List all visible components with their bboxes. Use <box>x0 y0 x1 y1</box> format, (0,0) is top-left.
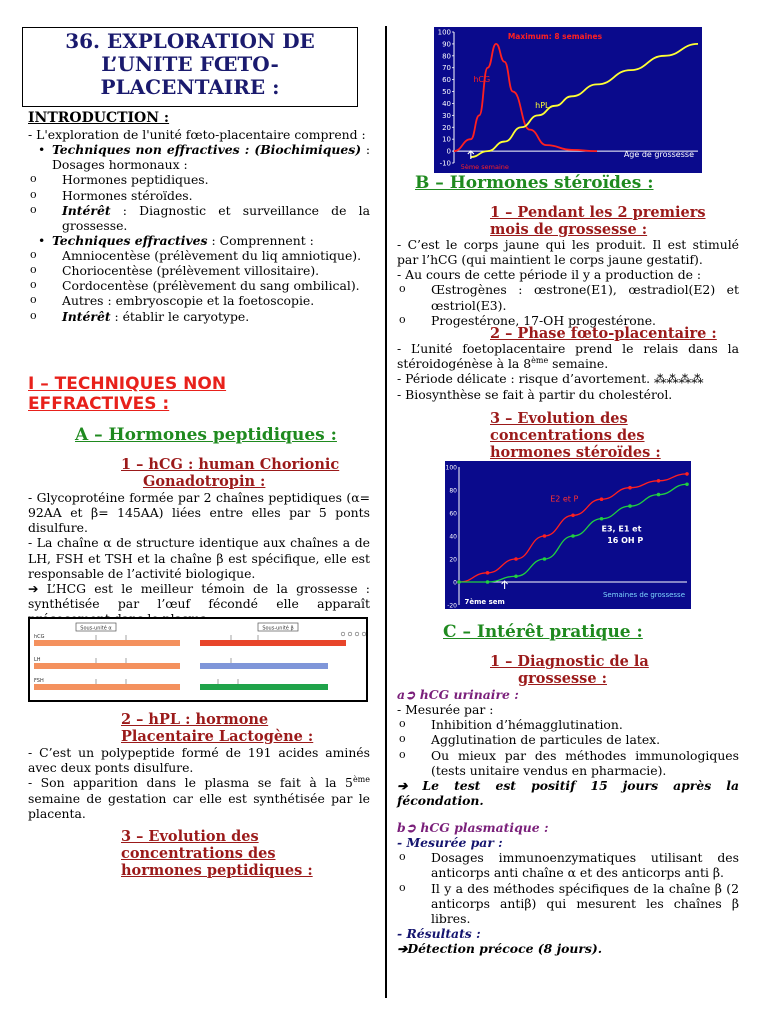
hcg-alpha-bar <box>34 640 180 646</box>
chart1-ytick: 40 <box>442 99 451 108</box>
ster1-body <box>397 237 739 328</box>
row-label-lh: LH <box>34 657 41 663</box>
ster2-p1a: - L’unité foetoplacentaire prend le relais dans la stéroidogénèse à la 8 <box>397 341 739 372</box>
sec1-line1: I – TECHNIQUES NON <box>28 374 227 394</box>
hpl-h2: Placentaire Lactogène : <box>121 728 314 745</box>
b1-item-1: o Hormones stéroïdes. <box>28 188 370 203</box>
section-b-heading: B – Hormones stéroïdes : <box>415 173 654 193</box>
chart2-legend-e3-line2: 16 OH P <box>607 535 644 545</box>
chart2-point <box>628 486 632 490</box>
chart2-legend-e2p: E2 et P <box>550 494 579 504</box>
ster1-item-1: o Progestérone, 17-OH progestérone. <box>397 313 739 328</box>
ster2-p1b: semaine. <box>548 356 609 372</box>
chart2-point <box>543 557 547 561</box>
ster2-p1 <box>397 341 739 371</box>
beta-label: Sous-unité β <box>262 625 294 632</box>
chart2-xlabel: Semaines de grossesse <box>602 591 685 599</box>
hpl-p2 <box>28 775 370 821</box>
evol-ster-l1: 3 – Evolution des <box>490 410 628 427</box>
a-item-2: o Ou mieux par des méthodes immunologiques (tests unitaire vendus en pharmacie). <box>397 748 739 778</box>
hcg-p3: ➔ L’HCG est le meilleur témoin de la grossesse : synthétisée par l’œuf fécondé elle apparaît <box>28 580 370 611</box>
diag-h1: 1 – Diagnostic de la <box>490 653 649 670</box>
hpl-p2sup: ème <box>352 775 370 785</box>
sec1-line2: EFFRACTIVES : <box>28 394 170 414</box>
ster1-h2: mois de grossesse : <box>490 221 648 238</box>
steroid-hormone-chart <box>445 461 691 609</box>
a-item-1: o Agglutination de particules de latex. <box>397 732 739 747</box>
b2-item-0: o Amniocentèse (prélèvement du liq amniotique). <box>28 248 370 263</box>
fsh-beta-bar <box>200 684 328 690</box>
ster1-p2: - Au cours de cette période il y a production de : <box>397 267 702 283</box>
chart2-ytick: -20 <box>447 602 457 609</box>
evol-pep-heading <box>121 828 313 879</box>
b-mesuree: - Mesurée par : <box>397 835 503 851</box>
chart1-xlabel: Age de grossesse <box>623 150 694 159</box>
hpl-p1: - C’est un polypeptide formé de 191 acides aminés avec deux ponts disulfure. <box>28 745 370 776</box>
b1-interet <box>28 203 370 233</box>
alpha-label: Sous-unité α <box>80 625 112 632</box>
hpl-h1: 2 – hPL : hormone <box>121 711 269 728</box>
chart2-ytick: 20 <box>449 556 457 564</box>
evol-ster-heading <box>490 410 661 461</box>
hpl-body <box>28 745 370 821</box>
b1-item-0: o Hormones peptidiques. <box>28 172 370 187</box>
a-mesuree: - Mesurée par : <box>397 702 494 718</box>
chart2-point <box>600 517 604 521</box>
chart1-ytick: 50 <box>442 88 451 97</box>
chart1-ytick: 100 <box>437 28 451 37</box>
chart1-ytick: 80 <box>442 52 451 61</box>
row-label-fsh: FSH <box>34 678 44 684</box>
chart2-annotation: 7ème sem <box>464 598 505 606</box>
ster2-heading: 2 – Phase fœto-placentaire : <box>490 325 717 342</box>
chart1-ytick: 10 <box>442 135 451 144</box>
chart1-title: Maximum: 8 semaines <box>507 32 603 42</box>
chart2-point <box>514 557 518 561</box>
chart2-point <box>685 482 689 486</box>
ster2-p2: - Période délicate : risque d’avortement. ⁂⁂⁂⁂ <box>397 371 704 387</box>
b-item-0: o Dosages immunoenzymatiques utilisant des anticorps anti chaîne α et des anticorps anti β. <box>397 850 739 880</box>
column-divider <box>385 26 387 998</box>
evol-pep-l1: 3 – Evolution des <box>121 828 259 845</box>
hcg-p2: - La chaîne α de structure identique aux chaînes a de LH, FSH et TSH et la chaîne β est spécifique, elle est responsable de l’activité biologique. <box>28 535 370 581</box>
row-label-hcg: hCG <box>34 634 45 640</box>
chart2-ytick: 0 <box>453 579 457 587</box>
hcg-h2: Gonadotropin : <box>143 473 266 490</box>
section-c-heading: C – Intérêt pratique : <box>443 622 643 642</box>
evol-ster-l3: hormones stéroïdes : <box>490 444 661 461</box>
chart2-point <box>685 472 689 476</box>
evol-pep-l2: concentrations des <box>121 845 276 862</box>
b1-label: Techniques non effractives : (Biochimiques) <box>52 142 362 158</box>
b2-int-label: Intérêt <box>62 308 111 324</box>
section-a-heading: A – Hormones peptidiques : <box>75 425 337 445</box>
b2-label: Techniques effractives <box>52 232 208 248</box>
peptide-hormone-chart <box>434 27 702 173</box>
b1-int-text: : Diagnostic et surveillance de la grossesse. <box>62 202 370 233</box>
b2-rest: : Comprennent : <box>207 232 314 248</box>
a-item-0: o Inhibition d’hémagglutination. <box>397 717 739 732</box>
diag-h2: grossesse : <box>518 670 607 687</box>
chart2-point <box>600 497 604 501</box>
chart1-legend-hcg: hCG <box>473 75 491 85</box>
b-resultats-text: ➔Détection précoce (8 jours). <box>397 941 603 956</box>
title-line-2: L’UNITE FŒTO- <box>101 52 279 76</box>
chart2-background <box>445 461 691 609</box>
page-title <box>22 27 358 107</box>
chart2-point <box>571 514 575 518</box>
b2-int-text: : établir le caryotype. <box>110 308 250 324</box>
b2-item-2: o Cordocentèse (prélèvement du sang ombilical). <box>28 278 370 293</box>
chart2-point <box>657 493 661 497</box>
chart2-point <box>571 534 575 538</box>
evol-pep-l3: hormones peptidiques : <box>121 862 313 879</box>
lh-alpha-bar <box>34 663 180 669</box>
b1-rest: : Dosages hormonaux : <box>52 142 370 173</box>
chart2-ytick: 80 <box>449 487 457 495</box>
chart1-ytick: 0 <box>446 147 451 156</box>
hormone-structure-figure <box>28 617 368 702</box>
evol-ster-l2: concentrations des <box>490 427 645 444</box>
chart2-point <box>543 534 547 538</box>
ster1-item-0: o Œstrogènes : œstrone(E1), œstradiol(E2) et œstriol(E3). <box>397 282 739 312</box>
intro-heading: INTRODUCTION : <box>28 110 170 126</box>
hcg-body <box>28 490 370 626</box>
hcg-urinaire-label: a➲ hCG urinaire : <box>397 687 519 702</box>
hcg-h1: 1 – hCG : human Chorionic <box>121 456 340 473</box>
title-line-1: 36. EXPLORATION DE <box>65 29 315 53</box>
ster2-body <box>397 341 739 402</box>
chart1-ytick: 60 <box>442 76 451 85</box>
b2-item-3: o Autres : embryoscopie et la foetoscopie. <box>28 293 370 308</box>
chart2-point <box>486 580 490 584</box>
a-note: ➔ Le test est positif 15 jours après la fécondation. <box>397 777 739 808</box>
b2-interet <box>28 309 370 324</box>
section-1-heading <box>28 374 226 414</box>
ster1-heading <box>490 204 706 238</box>
chart2-legend-e3-line1: E3, E1 et <box>601 524 642 534</box>
fsh-alpha-bar <box>34 684 180 690</box>
b-resultats: - Résultats : <box>397 925 481 941</box>
b2-item-1: o Choriocentèse (prélèvement villositaire). <box>28 263 370 278</box>
chart2-ytick: 40 <box>449 533 457 541</box>
diag-body <box>397 687 739 956</box>
hpl-heading <box>121 711 313 745</box>
diag-heading <box>490 653 649 687</box>
hcg-plasmatique-label: b➲ hCG plasmatique : <box>397 820 549 835</box>
chart2-point <box>457 580 461 584</box>
chart1-annotation: 5ème semaine <box>460 163 509 171</box>
hcg-p1: - Glycoprotéine formée par 2 chaînes peptidiques (α= 92AA et β= 145AA) liées entre elles par 5 ponts disulfure. <box>28 490 370 536</box>
chart2-ytick: 100 <box>445 464 457 472</box>
chart1-ytick: 20 <box>442 123 451 132</box>
chart1-ytick: 90 <box>442 40 451 49</box>
chart2-point <box>657 479 661 483</box>
chart2-point <box>628 504 632 508</box>
title-line-3: PLACENTAIRE : <box>100 75 280 99</box>
hcg-beta-bar <box>200 640 346 646</box>
chart2-point <box>486 571 490 575</box>
b1-int-label: Intérêt <box>62 202 111 218</box>
intro-paragraph: - L'exploration de l'unité fœto-placentaire comprend : <box>28 127 366 143</box>
ster1-p1: - C’est le corps jaune qui les produit. Il est stimulé par l’hCG (qui maintient le corps jaune gestatif). <box>397 237 739 268</box>
chart2-ytick: 60 <box>449 510 457 518</box>
introduction-section <box>28 110 370 324</box>
hpl-p2a: - Son apparition dans le plasma se fait à la 5 <box>28 775 353 791</box>
ster1-h1: 1 – Pendant les 2 premiers <box>490 204 706 221</box>
chart2-point <box>514 574 518 578</box>
ster2-p3: - Biosynthèse se fait à partir du cholestérol. <box>397 386 673 402</box>
ster2-p1sup: ème <box>531 356 549 366</box>
lh-beta-bar <box>200 663 328 669</box>
chart1-ytick: 30 <box>442 111 451 120</box>
hcg-heading <box>121 456 339 490</box>
chart1-legend-hpl: hPL <box>535 101 550 111</box>
hpl-p2b: semaine de gestation car elle est synthétisée par le placenta. <box>28 790 370 821</box>
intro-bullet-1 <box>38 142 370 172</box>
chart1-ytick: -10 <box>439 159 451 168</box>
intro-bullet-2 <box>38 233 370 248</box>
b-item-1: o Il y a des méthodes spécifiques de la chaîne β (2 anticorps antiβ) qui mesurent les chaînes β libres. <box>397 881 739 926</box>
chart1-ytick: 70 <box>442 64 451 73</box>
